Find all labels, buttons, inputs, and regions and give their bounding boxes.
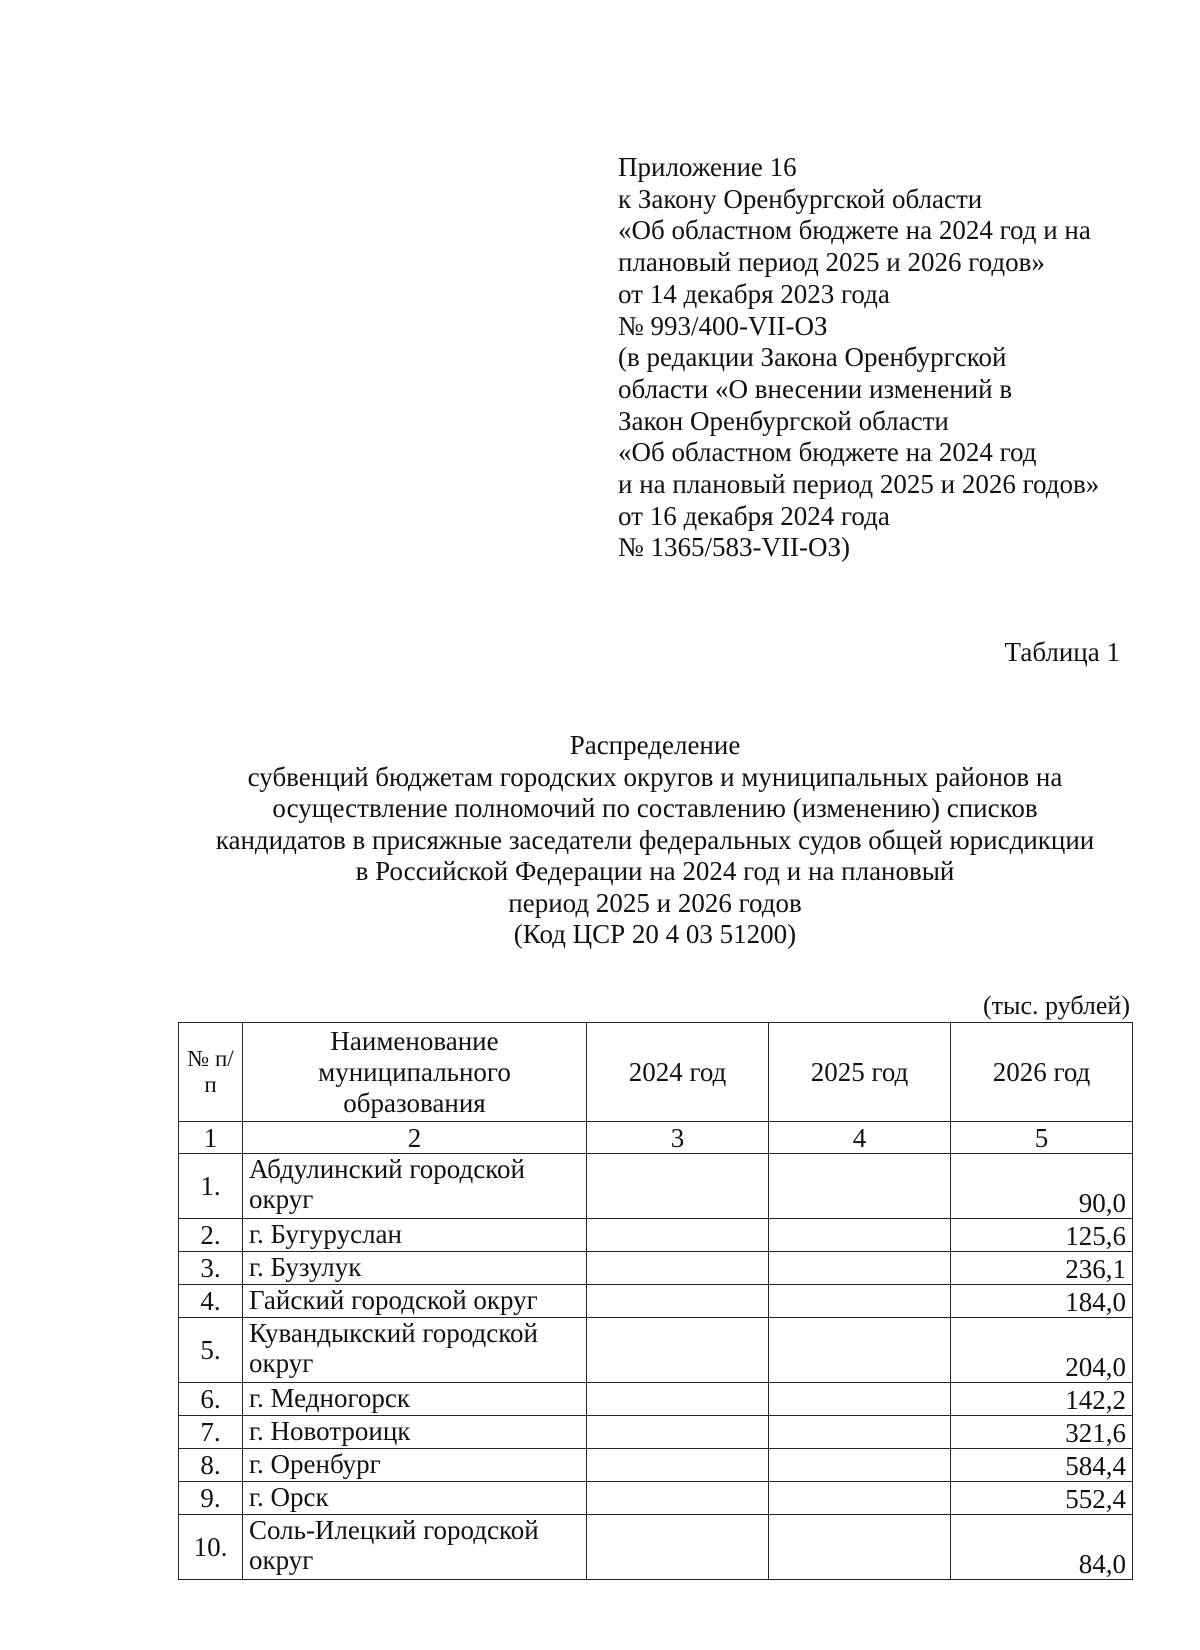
row-value-2026: 125,6 <box>951 1219 1133 1252</box>
units-label: (тыс. рублей) <box>982 991 1130 1020</box>
appendix-line: от 16 декабря 2024 года <box>618 500 890 531</box>
row-name: г. Орск <box>243 1482 587 1515</box>
heading-line: Распределение <box>569 730 741 760</box>
row-value-2024 <box>587 1318 769 1383</box>
row-name: Гайский городской округ <box>243 1285 587 1318</box>
row-number: 6. <box>179 1383 243 1416</box>
row-name: Соль-Илецкий городской округ <box>243 1515 587 1580</box>
appendix-line: плановый период 2025 и 2026 годов» <box>618 247 1045 278</box>
heading-line: период 2025 и 2026 годов <box>508 887 802 918</box>
row-value-2026: 236,1 <box>951 1252 1133 1285</box>
appendix-line: от 14 декабря 2023 года <box>618 278 890 309</box>
row-value-2025 <box>769 1515 951 1580</box>
table-row <box>179 1416 1133 1449</box>
appendix-block <box>618 152 1099 564</box>
row-name: г. Оренбург <box>243 1449 587 1482</box>
appendix-line: области «О внесении изменений в <box>618 373 1013 404</box>
table-row <box>179 1482 1133 1515</box>
appendix-line: к Закону Оренбургской области <box>618 183 983 214</box>
row-name: г. Бузулук <box>243 1252 587 1285</box>
table-label: Таблица 1 <box>1004 637 1120 667</box>
heading-line: в Российской Федерации на 2024 год и на плановый <box>355 856 955 886</box>
row-value-2026: 84,0 <box>951 1515 1133 1580</box>
row-value-2025 <box>769 1252 951 1285</box>
row-value-2026: 584,4 <box>951 1449 1133 1482</box>
table-row <box>179 1318 1133 1383</box>
row-value-2024 <box>587 1219 769 1252</box>
heading-line: кандидатов в присяжные заседатели федеральных судов общей юрисдикции <box>215 824 1095 855</box>
appendix-line: (в редакции Закона Оренбургской <box>618 342 1007 373</box>
header-name: Наименование муниципального образования <box>243 1023 587 1122</box>
row-number: 7. <box>179 1416 243 1449</box>
appendix-line: и на плановый период 2025 и 2026 годов» <box>618 469 1100 500</box>
row-number: 8. <box>179 1449 243 1482</box>
table-row <box>179 1449 1133 1482</box>
table-row <box>179 1285 1133 1318</box>
table-row <box>179 1219 1133 1252</box>
table-row <box>179 1515 1133 1580</box>
row-value-2026: 552,4 <box>951 1482 1133 1515</box>
row-value-2024 <box>587 1449 769 1482</box>
row-number: 10. <box>179 1515 243 1580</box>
row-value-2026: 90,0 <box>951 1154 1133 1219</box>
table-header-row <box>179 1023 1133 1122</box>
document-heading <box>100 730 1200 951</box>
table-row <box>179 1154 1133 1219</box>
row-value-2026: 142,2 <box>951 1383 1133 1416</box>
column-index: 4 <box>769 1122 951 1154</box>
appendix-line: Приложение 16 <box>618 152 797 182</box>
row-value-2024 <box>587 1416 769 1449</box>
row-value-2025 <box>769 1318 951 1383</box>
row-value-2024 <box>587 1515 769 1580</box>
heading-line: осуществление полномочий по составлению (изменению) списков <box>272 793 1038 823</box>
row-value-2024 <box>587 1154 769 1219</box>
row-value-2025 <box>769 1154 951 1219</box>
row-name: Кувандыкский городской округ <box>243 1318 587 1383</box>
column-index-row <box>179 1122 1133 1154</box>
header-2025: 2025 год <box>769 1023 951 1122</box>
row-name: г. Новотроицк <box>243 1416 587 1449</box>
row-name: Абдулинский городской округ <box>243 1154 587 1219</box>
column-index: 5 <box>951 1122 1133 1154</box>
row-value-2024 <box>587 1285 769 1318</box>
row-number: 4. <box>179 1285 243 1318</box>
table-row <box>179 1383 1133 1416</box>
table-row <box>179 1252 1133 1285</box>
row-value-2025 <box>769 1383 951 1416</box>
row-number: 5. <box>179 1318 243 1383</box>
row-value-2025 <box>769 1219 951 1252</box>
heading-line: субвенций бюджетам городских округов и муниципальных районов на <box>247 761 1063 792</box>
row-value-2026: 321,6 <box>951 1416 1133 1449</box>
column-index: 1 <box>179 1122 243 1154</box>
appendix-line: «Об областном бюджете на 2024 год <box>618 437 1037 468</box>
column-index: 2 <box>243 1122 587 1154</box>
row-number: 3. <box>179 1252 243 1285</box>
distribution-table <box>178 1022 1133 1580</box>
header-num: № п/п <box>179 1023 243 1122</box>
heading-line: (Код ЦСР 20 4 03 51200) <box>513 919 797 949</box>
row-name: г. Медногорск <box>243 1383 587 1416</box>
column-index: 3 <box>587 1122 769 1154</box>
row-number: 1. <box>179 1154 243 1219</box>
row-value-2024 <box>587 1252 769 1285</box>
row-name: г. Бугуруслан <box>243 1219 587 1252</box>
appendix-line: Закон Оренбургской области <box>618 405 949 436</box>
appendix-line: № 1365/583-VII-ОЗ) <box>618 532 850 563</box>
row-value-2024 <box>587 1482 769 1515</box>
row-value-2026: 204,0 <box>951 1318 1133 1383</box>
appendix-line: «Об областном бюджете на 2024 год и на <box>618 215 1091 246</box>
appendix-line: № 993/400-VII-ОЗ <box>618 310 828 341</box>
header-2024: 2024 год <box>587 1023 769 1122</box>
row-number: 9. <box>179 1482 243 1515</box>
header-2026: 2026 год <box>951 1023 1133 1122</box>
row-value-2024 <box>587 1383 769 1416</box>
row-value-2025 <box>769 1285 951 1318</box>
row-value-2025 <box>769 1416 951 1449</box>
row-value-2025 <box>769 1449 951 1482</box>
row-value-2025 <box>769 1482 951 1515</box>
row-number: 2. <box>179 1219 243 1252</box>
row-value-2026: 184,0 <box>951 1285 1133 1318</box>
